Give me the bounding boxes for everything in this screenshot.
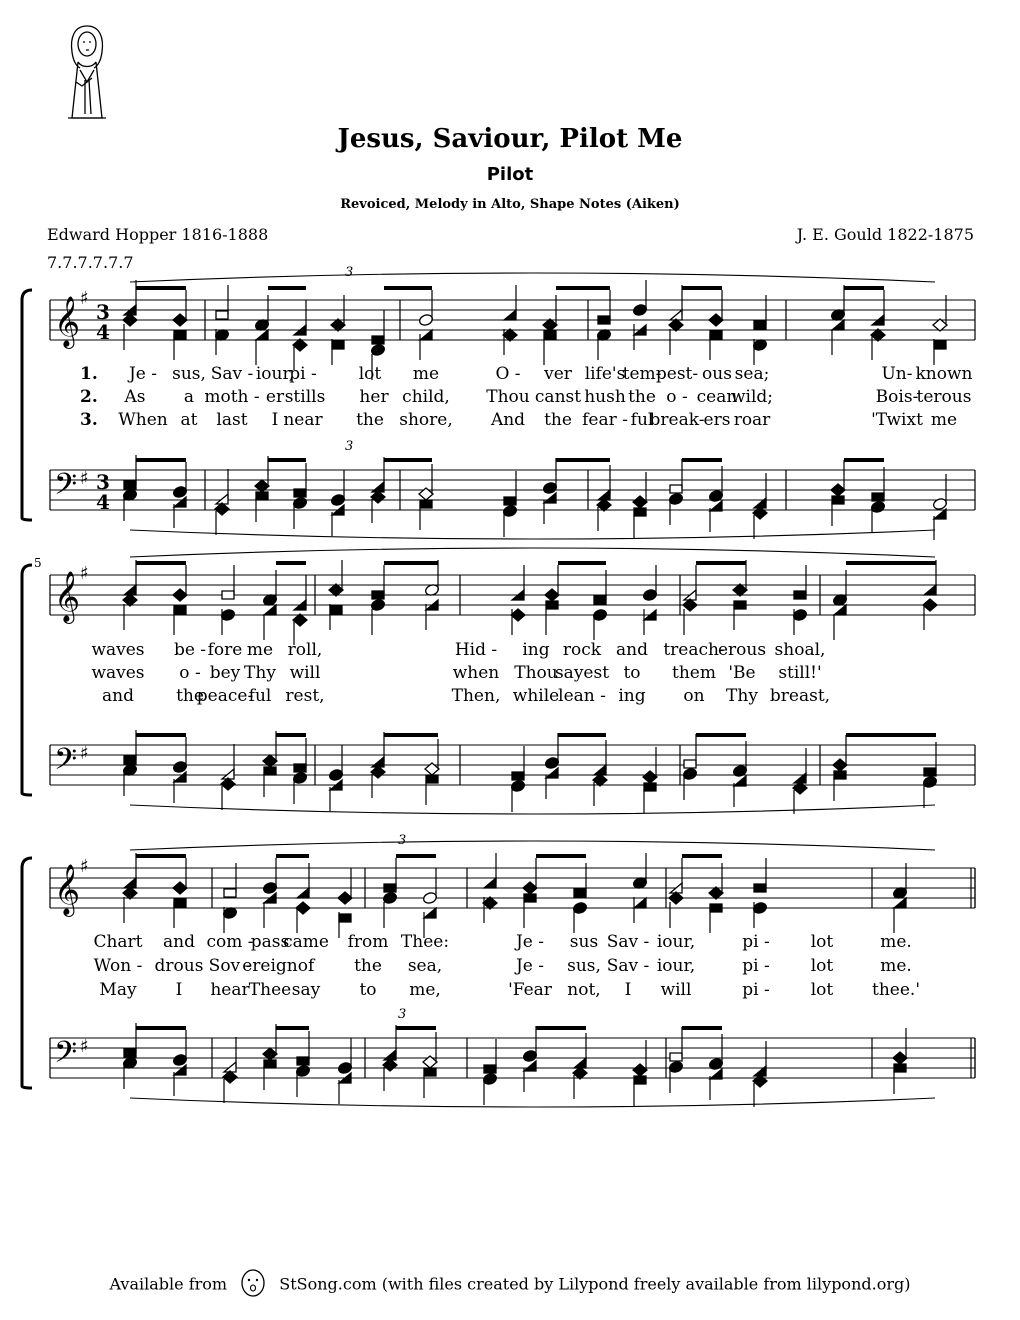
lyric-syllable: moth - (204, 387, 260, 407)
song-title: Jesus, Saviour, Pilot Me (337, 124, 683, 154)
lyric-syllable: will (660, 980, 692, 1000)
lyric-syllable: life's (584, 364, 626, 384)
lyric-syllable: came (283, 932, 329, 952)
lyric-syllable: the (176, 686, 204, 706)
lyric-syllable: break- (649, 410, 705, 430)
lyric-syllable: sus, (172, 364, 206, 384)
key-signature-sharp-icon: ♯ (80, 743, 89, 764)
lyric-syllable: pi - (742, 980, 770, 1000)
lyric-syllable: lot (358, 364, 382, 384)
lyric-syllable: while (512, 686, 560, 706)
lyric-syllable: I (624, 980, 632, 1000)
lyric-syllable: ver (544, 364, 572, 384)
lyric-syllable: say (291, 980, 321, 1000)
lyric-syllable: Sav - (606, 932, 650, 952)
lyric-syllable: ers (703, 410, 731, 430)
lyric-syllable: peace- (196, 686, 254, 706)
lyric-syllable: hear (210, 980, 250, 1000)
lyric-syllable: pi - (289, 364, 317, 384)
lyric-syllable: near (283, 410, 323, 430)
lyric-syllable: terous (916, 387, 972, 407)
key-signature-sharp-icon: ♯ (80, 856, 89, 877)
lyric-syllable: the (544, 410, 572, 430)
lyric-syllable: not, (567, 980, 601, 1000)
lyric-syllable: As (124, 387, 146, 407)
lyric-syllable: lot (810, 980, 834, 1000)
lyric-syllable: Thou (486, 387, 530, 407)
treble-clef-icon: 𝄞 (54, 864, 81, 915)
lyric-syllable: and (616, 640, 648, 660)
lyric-syllable: com - (206, 932, 254, 952)
lyric-syllable: fore (207, 640, 243, 660)
lyric-syllable: Thy (726, 686, 758, 706)
lyric-syllable: at (180, 410, 198, 430)
tune-name: Pilot (486, 164, 534, 185)
lyric-syllable: bey (209, 663, 241, 683)
poet-credit: Edward Hopper 1816-1888 (47, 225, 269, 244)
lyric-syllable: Un- (881, 364, 913, 384)
lyric-syllable: wild; (730, 387, 774, 407)
lyric-syllable: treach- (663, 640, 725, 660)
time-signature-top: 3 (96, 470, 110, 494)
lyric-syllable: sayest (554, 663, 610, 683)
lyric-syllable: sus, (567, 956, 601, 976)
lyric-syllable: will (289, 663, 321, 683)
lyric-syllable: sea; (734, 364, 770, 384)
triplet-mark: 3 (345, 265, 354, 280)
bass-clef-icon: 𝄢 (54, 743, 78, 784)
lyric-syllable: iour, (656, 932, 696, 952)
lyric-syllable: last (216, 410, 248, 430)
lyric-syllable: I (175, 980, 183, 1000)
lyric-syllable: tem- (622, 364, 662, 384)
lyric-syllable: the (354, 956, 382, 976)
lyric-syllable: and (163, 932, 195, 952)
lyric-syllable: known (915, 364, 973, 384)
lyric-syllable: Bois- (875, 387, 919, 407)
key-signature-sharp-icon: ♯ (80, 288, 89, 309)
lyric-syllable: Je - (515, 932, 545, 952)
lyric-syllable: to (359, 980, 377, 1000)
bass-clef-icon: 𝄢 (54, 468, 78, 509)
lyric-syllable: a (183, 387, 195, 407)
lyric-syllable: breast, (769, 686, 831, 706)
lyric-syllable: May (99, 980, 137, 1000)
lyric-syllable: Then, (451, 686, 501, 706)
lyric-syllable: her (359, 387, 389, 407)
triplet-mark: 3 (398, 1007, 407, 1022)
key-signature-sharp-icon: ♯ (80, 1036, 89, 1057)
lyric-syllable: me. (880, 932, 912, 952)
lyric-syllable: ful (630, 410, 654, 430)
lyric-syllable: I (271, 410, 279, 430)
lyric-syllable: ous (702, 364, 732, 384)
triplet-mark: 3 (345, 439, 354, 454)
lyric-syllable: Won - (93, 956, 143, 976)
lyric-syllable: rock (562, 640, 602, 660)
lyric-syllable: sus (569, 932, 599, 952)
triplet-mark: 3 (398, 833, 407, 848)
measure-number: 5 (34, 556, 42, 570)
lyric-syllable: stills (284, 387, 326, 407)
time-signature-bottom: 4 (96, 490, 110, 514)
lyric-syllable: lot (810, 932, 834, 952)
bass-clef-icon: 𝄢 (54, 1036, 78, 1077)
lyric-syllable: fear - (582, 410, 628, 430)
lyric-syllable: lean - (558, 686, 606, 706)
lyric-syllable: cean (696, 387, 738, 407)
arrangement-note: Revoiced, Melody in Alto, Shape Notes (Aiken) (340, 197, 680, 212)
key-signature-sharp-icon: ♯ (80, 563, 89, 584)
lyric-syllable: them (672, 663, 716, 683)
meter: 7.7.7.7.7.7 (47, 253, 134, 272)
lyric-syllable: Thou (514, 663, 558, 683)
lyric-syllable: pi - (742, 932, 770, 952)
lyric-syllable: ful (248, 686, 272, 706)
lyric-syllable: rest, (285, 686, 325, 706)
lyric-syllable: O - (495, 364, 521, 384)
lyric-syllable: ing (522, 640, 550, 660)
lyric-syllable: Thee: (400, 932, 450, 952)
lyric-syllable: thee.' (872, 980, 920, 1000)
footer-available-text: Available from (109, 1274, 228, 1294)
lyric-syllable: o - (666, 387, 688, 407)
lyric-syllable: child, (402, 387, 450, 407)
time-signature-bottom: 4 (96, 320, 110, 344)
lyric-syllable: canst (534, 387, 582, 407)
lyric-syllable: iour, (656, 956, 696, 976)
lyric-syllable: the (628, 387, 656, 407)
lyric-syllable: Thee (248, 980, 292, 1000)
lyric-syllable: 'Be (728, 663, 756, 683)
lyric-syllable: shoal, (774, 640, 826, 660)
lyric-syllable: Je - (128, 364, 158, 384)
lyric-syllable: pest- (655, 364, 699, 384)
lyric-syllable: to (623, 663, 641, 683)
lyric-syllable: Thy (244, 663, 276, 683)
lyric-syllable: roll, (287, 640, 323, 660)
lyric-syllable: hush (584, 387, 626, 407)
lyric-syllable: Sov - (208, 956, 252, 976)
lyric-syllable: o - (179, 663, 201, 683)
verse-number: 3. (80, 410, 98, 430)
lyric-syllable: 'Twixt (871, 410, 923, 430)
lyric-syllable: Sav - (606, 956, 650, 976)
lyric-syllable: pi - (742, 956, 770, 976)
footer (0, 1268, 1020, 1302)
lyric-syllable: me (246, 640, 274, 660)
lyric-syllable: ing (618, 686, 646, 706)
treble-clef-icon: 𝄞 (54, 571, 81, 622)
lyric-syllable: Sav - (210, 364, 254, 384)
lyric-syllable: lot (810, 956, 834, 976)
lyric-syllable: waves (91, 663, 145, 683)
lyric-syllable: on (683, 686, 705, 706)
lyric-syllable: be - (173, 640, 207, 660)
lyric-syllable: When (118, 410, 168, 430)
lyric-syllable: me, (409, 980, 441, 1000)
lyric-syllable: Hid - (454, 640, 498, 660)
verse-number: 1. (80, 364, 98, 384)
footer-note: (with files created by Lilypond freely available from lilypond.org) (381, 1274, 911, 1294)
lyric-syllable: sea, (407, 956, 443, 976)
verse-number: 2. (80, 387, 98, 407)
lyric-syllable: waves (91, 640, 145, 660)
treble-clef-icon: 𝄞 (54, 296, 81, 347)
lyric-syllable: me (412, 364, 440, 384)
lyric-syllable: And (490, 410, 526, 430)
lyric-syllable: the (356, 410, 384, 430)
lyric-syllable: and (102, 686, 134, 706)
lyric-syllable: me. (880, 956, 912, 976)
lyric-syllable: when (452, 663, 500, 683)
lyric-syllable: shore, (399, 410, 453, 430)
lyric-syllable: drous (154, 956, 204, 976)
time-signature-top: 3 (96, 300, 110, 324)
lyric-syllable: roar (733, 410, 771, 430)
lyric-syllable: Je - (515, 956, 545, 976)
lyric-syllable: pass (250, 932, 290, 952)
lyric-syllable: er (265, 387, 285, 407)
footer-site-link[interactable]: StSong.com (279, 1274, 377, 1294)
lyric-syllable: still!' (778, 663, 822, 683)
lyric-syllable: iour, (255, 364, 295, 384)
lyric-syllable: 'Fear (508, 980, 552, 1000)
lyric-syllable: ereign (242, 956, 298, 976)
stsong-face-icon (240, 1268, 266, 1302)
composer-credit: J. E. Gould 1822-1875 (796, 225, 974, 244)
lyric-syllable: Chart (93, 932, 143, 952)
lyric-syllable: me (930, 410, 958, 430)
key-signature-sharp-icon: ♯ (80, 468, 89, 489)
lyric-syllable: erous (717, 640, 767, 660)
lyric-syllable: of (297, 956, 315, 976)
lyric-syllable: from (347, 932, 389, 952)
